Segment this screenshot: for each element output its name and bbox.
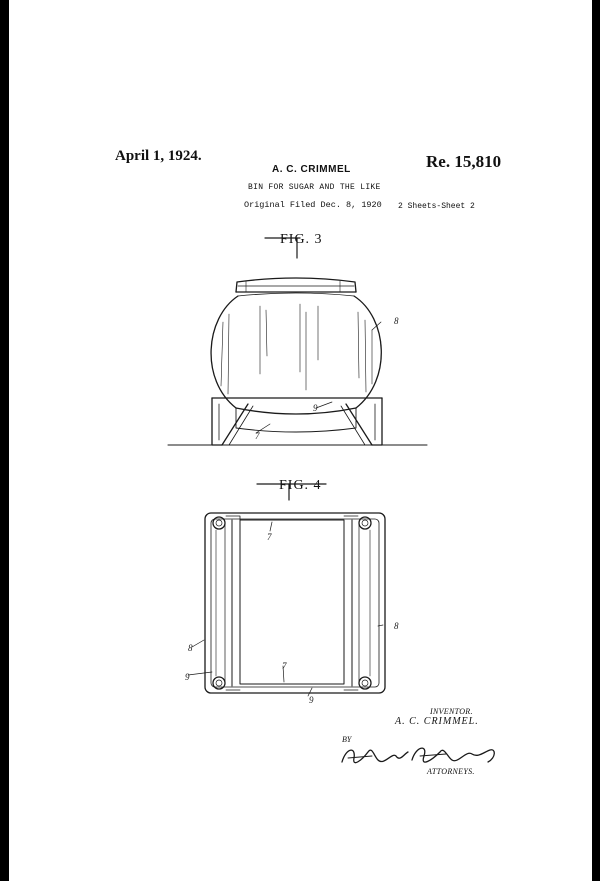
fig3-label: FIG. 3 <box>280 232 323 247</box>
fig3-ref-8: 8 <box>394 316 399 326</box>
fig4-ref-9-left: 9 <box>185 672 190 682</box>
patent-number: Re. 15,810 <box>426 152 502 171</box>
fig3-label-mark <box>265 238 300 258</box>
filed-date: Original Filed Dec. 8, 1920 <box>244 200 382 210</box>
fig3-ref-7: 7 <box>255 431 260 441</box>
fig4-label-mark <box>257 484 326 500</box>
sheet-count: 2 Sheets-Sheet 2 <box>398 202 475 211</box>
fig3-ref-9: 9 <box>313 403 318 413</box>
fig3-bin-elevation <box>168 278 427 445</box>
by-label: BY <box>342 735 352 744</box>
inventor-caption: INVENTOR. <box>430 707 473 716</box>
fig4-ref-8-left: 8 <box>188 643 193 653</box>
patent-date: April 1, 1924. <box>115 148 202 164</box>
fig4-ref-8-right: 8 <box>394 621 399 631</box>
inventor-signature-name: A. C. CRIMMEL. <box>395 716 479 727</box>
fig4-ref-7-bottom: 7 <box>282 661 287 671</box>
attorneys-caption: ATTORNEYS. <box>427 767 475 776</box>
fig4-ref-7-top: 7 <box>267 532 272 542</box>
fig4-label: FIG. 4 <box>279 478 322 493</box>
patent-subject: BIN FOR SUGAR AND THE LIKE <box>248 183 381 192</box>
attorney-signature <box>342 748 494 763</box>
fig4-bin-plan <box>188 513 385 696</box>
fig4-ref-9-bottom: 9 <box>309 695 314 705</box>
inventor-name-header: A. C. CRIMMEL <box>272 164 351 175</box>
